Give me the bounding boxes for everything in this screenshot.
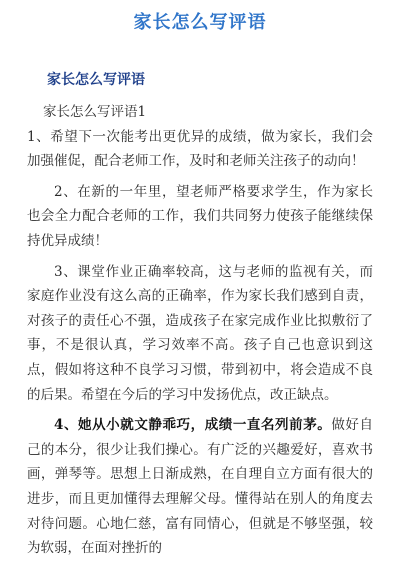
section-label: 家长怎么写评语1 [43, 104, 147, 120]
comment-paragraph-2: 2、在新的一年里，望老师严格要求学生，作为家长也会全力配合老师的工作，我们共同努力使孩子能继续保持优异成绩！ [27, 183, 373, 249]
comment-paragraph-3: 3、课堂作业正确率较高，这与老师的监视有关，而家庭作业没有这么高的正确率，作为家长我们感到自责，对孩子的责任心不强，造成孩子在家完成作业比拟敷衍了事，不是很认真，学习效率不高。孩子自己也意识到这点，假如将这种不良学习习惯，带到初中，将会造成不良的后果。希望在今后的学习中发扬优点，改正缺点。 [27, 263, 373, 403]
article-body [27, 100, 373, 567]
comment-paragraph-4 [27, 413, 373, 561]
comment-paragraph-4-text: 做好自己的本分，很少让我们操心。有广泛的兴趣爱好，喜欢书画，弹琴等。思想上日渐成熟，在自理自立方面有很大的进步，而且更加懂得去理解父母。懂得站在别人的角度去对待问题。心地仁慈，富有同情心，但就是不够坚强，较为软弱，在面对挫折的 [27, 417, 373, 557]
section-heading: 家长怎么写评语 [47, 72, 145, 88]
comment-paragraph-1: 1、希望下一次能考出更优异的成绩，做为家长，我们会加强催促，配合老师工作，及时和老师关注孩子的动向！ [27, 128, 373, 170]
comment-paragraph-4-lead: 4、她从小就文静乖巧，成绩一直名列前茅。 [54, 417, 332, 434]
page-title: 家长怎么写评语 [133, 12, 267, 33]
